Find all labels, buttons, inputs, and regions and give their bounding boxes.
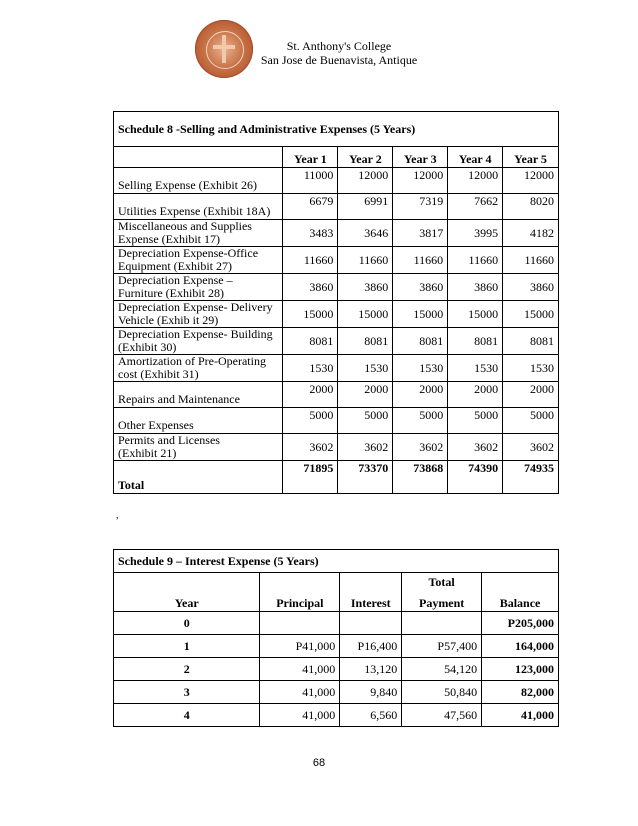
schedule-9-body: [114, 612, 559, 727]
total-value: 73370: [338, 461, 393, 494]
interest-row: [114, 704, 559, 727]
expense-label-line: Expense (Exhibit 17): [118, 232, 220, 246]
expense-label-line: Depreciation Expense- Delivery: [118, 300, 273, 314]
expense-value: 3995: [448, 220, 503, 247]
expense-value: 5000: [448, 408, 503, 434]
total-label: Total: [114, 461, 283, 494]
expense-value: 1530: [448, 355, 503, 382]
expense-value: 6991: [338, 194, 393, 220]
expense-value: 12000: [503, 168, 559, 194]
expense-value: 15000: [283, 301, 338, 328]
total-payment-header-line1: Total: [428, 575, 455, 589]
expense-value: 5000: [338, 408, 393, 434]
principal-cell: [260, 612, 340, 635]
expense-label-line: Equipment (Exhibit 27): [118, 259, 232, 273]
expense-value: 15000: [448, 301, 503, 328]
total-payment-column-header: [402, 573, 482, 612]
expense-row: [114, 194, 559, 220]
expense-value: 8081: [393, 328, 448, 355]
expense-label-line: Furniture (Exhibit 28): [118, 286, 224, 300]
interest-cell: P16,400: [340, 635, 402, 658]
balance-cell: 82,000: [482, 681, 559, 704]
expense-value: 7662: [448, 194, 503, 220]
expense-row: [114, 382, 559, 408]
expense-label: [114, 408, 283, 434]
expense-value: 3602: [393, 434, 448, 461]
expense-row: [114, 247, 559, 274]
payment-cell: 50,840: [402, 681, 482, 704]
expense-row: [114, 274, 559, 301]
interest-cell: 6,560: [340, 704, 402, 727]
year-cell: 3: [114, 681, 260, 704]
expense-value: 1530: [393, 355, 448, 382]
expense-value: 3602: [448, 434, 503, 461]
expense-label: [114, 328, 283, 355]
expense-label-line: Selling Expense (Exhibit 26): [118, 178, 257, 192]
principal-cell: 41,000: [260, 704, 340, 727]
expense-label: [114, 301, 283, 328]
expense-label-line: Utilities Expense (Exhibit 18A): [118, 204, 271, 218]
expense-label-line: Depreciation Expense –: [118, 273, 233, 287]
balance-cell: 123,000: [482, 658, 559, 681]
expense-value: 1530: [503, 355, 559, 382]
expense-value: 8081: [503, 328, 559, 355]
expense-value: 4182: [503, 220, 559, 247]
expense-label-line: Amortization of Pre-Operating: [118, 354, 266, 368]
expense-row: [114, 328, 559, 355]
expense-row: [114, 355, 559, 382]
expense-value: 12000: [448, 168, 503, 194]
year-header: Year 4: [448, 147, 503, 168]
schedule-8-body: [114, 168, 559, 461]
expense-value: 3860: [448, 274, 503, 301]
college-address: San Jose de Buenavista, Antique: [260, 53, 418, 67]
expense-label: [114, 434, 283, 461]
principal-cell: P41,000: [260, 635, 340, 658]
expense-value: 15000: [503, 301, 559, 328]
year-cell: 0: [114, 612, 260, 635]
expense-label-line: (Exhibit 30): [118, 340, 177, 354]
year-header: Year 3: [393, 147, 448, 168]
interest-row: [114, 681, 559, 704]
expense-value: 5000: [283, 408, 338, 434]
expense-label-line: Depreciation Expense-Office: [118, 246, 259, 260]
total-value: 71895: [283, 461, 338, 494]
balance-cell: P205,000: [482, 612, 559, 635]
expense-label: [114, 382, 283, 408]
college-name: St. Anthony's College: [286, 39, 392, 53]
interest-cell: 13,120: [340, 658, 402, 681]
expense-value: 6679: [283, 194, 338, 220]
interest-row: [114, 612, 559, 635]
expense-value: 3860: [283, 274, 338, 301]
year-cell: 4: [114, 704, 260, 727]
principal-cell: 41,000: [260, 658, 340, 681]
expense-value: 3860: [503, 274, 559, 301]
expense-value: 5000: [393, 408, 448, 434]
schedule-8-title: Schedule 8 -Selling and Administrative Expenses (5 Years): [114, 112, 559, 147]
expense-label: [114, 355, 283, 382]
expense-label-line: Vehicle (Exhib it 29): [118, 313, 219, 327]
interest-cell: 9,840: [340, 681, 402, 704]
expense-value: 15000: [393, 301, 448, 328]
expense-value: 3646: [338, 220, 393, 247]
balance-cell: 164,000: [482, 635, 559, 658]
schedule-9-table: [113, 549, 559, 727]
schedule-9-title: Schedule 9 – Interest Expense (5 Years): [114, 550, 559, 573]
expense-value: 8081: [448, 328, 503, 355]
schedule-8-table: [113, 111, 559, 494]
expense-value: 1530: [338, 355, 393, 382]
expense-label: [114, 247, 283, 274]
total-value: 74935: [503, 461, 559, 494]
separator-mark: ,: [116, 510, 119, 521]
expense-value: 8081: [338, 328, 393, 355]
expense-value: 15000: [338, 301, 393, 328]
payment-cell: 54,120: [402, 658, 482, 681]
expense-label-line: Miscellaneous and Supplies: [118, 219, 252, 233]
expense-value: 3602: [338, 434, 393, 461]
interest-column-header: Interest: [340, 573, 402, 612]
expense-value: 2000: [393, 382, 448, 408]
expense-value: 11660: [338, 247, 393, 274]
expense-row: [114, 301, 559, 328]
expense-value: 2000: [283, 382, 338, 408]
year-header: Year 1: [283, 147, 338, 168]
year-cell: 2: [114, 658, 260, 681]
total-payment-header-line2: Payment: [418, 596, 465, 610]
expense-value: 3602: [283, 434, 338, 461]
payment-cell: 47,560: [402, 704, 482, 727]
balance-cell: 41,000: [482, 704, 559, 727]
expense-label: [114, 274, 283, 301]
expense-label-line: Other Expenses: [118, 418, 194, 432]
expense-value: 3602: [503, 434, 559, 461]
expense-label: [114, 168, 283, 194]
interest-cell: [340, 612, 402, 635]
payment-cell: P57,400: [402, 635, 482, 658]
year-column-header: Year: [114, 573, 260, 612]
expense-label: [114, 220, 283, 247]
expense-row: [114, 408, 559, 434]
expense-value: 11000: [283, 168, 338, 194]
expense-value: 5000: [503, 408, 559, 434]
expense-value: 11660: [393, 247, 448, 274]
year-cell: 1: [114, 635, 260, 658]
expense-label-line: Permits and Licenses: [118, 433, 220, 447]
expense-value: 3860: [393, 274, 448, 301]
expense-value: 7319: [393, 194, 448, 220]
expense-row: [114, 168, 559, 194]
balance-column-header: Balance: [482, 573, 559, 612]
expense-value: 3860: [338, 274, 393, 301]
expense-value: 8020: [503, 194, 559, 220]
payment-cell: [402, 612, 482, 635]
interest-row: [114, 658, 559, 681]
year-header: Year 5: [503, 147, 559, 168]
college-seal-logo: [195, 20, 253, 78]
page-number: 68: [312, 757, 326, 769]
expense-value: 3483: [283, 220, 338, 247]
total-value: 74390: [448, 461, 503, 494]
expense-value: 2000: [338, 382, 393, 408]
expense-value: 1530: [283, 355, 338, 382]
total-row: [114, 461, 559, 494]
principal-column-header: Principal: [260, 573, 340, 612]
expense-value: 3817: [393, 220, 448, 247]
expense-value: 11660: [448, 247, 503, 274]
expense-row: [114, 220, 559, 247]
schedule-8-header-blank: [114, 147, 283, 168]
principal-cell: 41,000: [260, 681, 340, 704]
expense-label-line: Repairs and Maintenance: [118, 392, 240, 406]
expense-label: [114, 194, 283, 220]
expense-value: 2000: [503, 382, 559, 408]
expense-value: 8081: [283, 328, 338, 355]
expense-label-line: cost (Exhibit 31): [118, 367, 199, 381]
expense-label-line: (Exhibit 21): [118, 446, 177, 460]
expense-value: 2000: [448, 382, 503, 408]
expense-value: 12000: [338, 168, 393, 194]
expense-row: [114, 434, 559, 461]
total-value: 73868: [393, 461, 448, 494]
expense-label-line: Depreciation Expense- Building: [118, 327, 273, 341]
year-header: Year 2: [338, 147, 393, 168]
expense-value: 11660: [283, 247, 338, 274]
expense-value: 11660: [503, 247, 559, 274]
interest-row: [114, 635, 559, 658]
document-header: [252, 39, 426, 67]
expense-value: 12000: [393, 168, 448, 194]
